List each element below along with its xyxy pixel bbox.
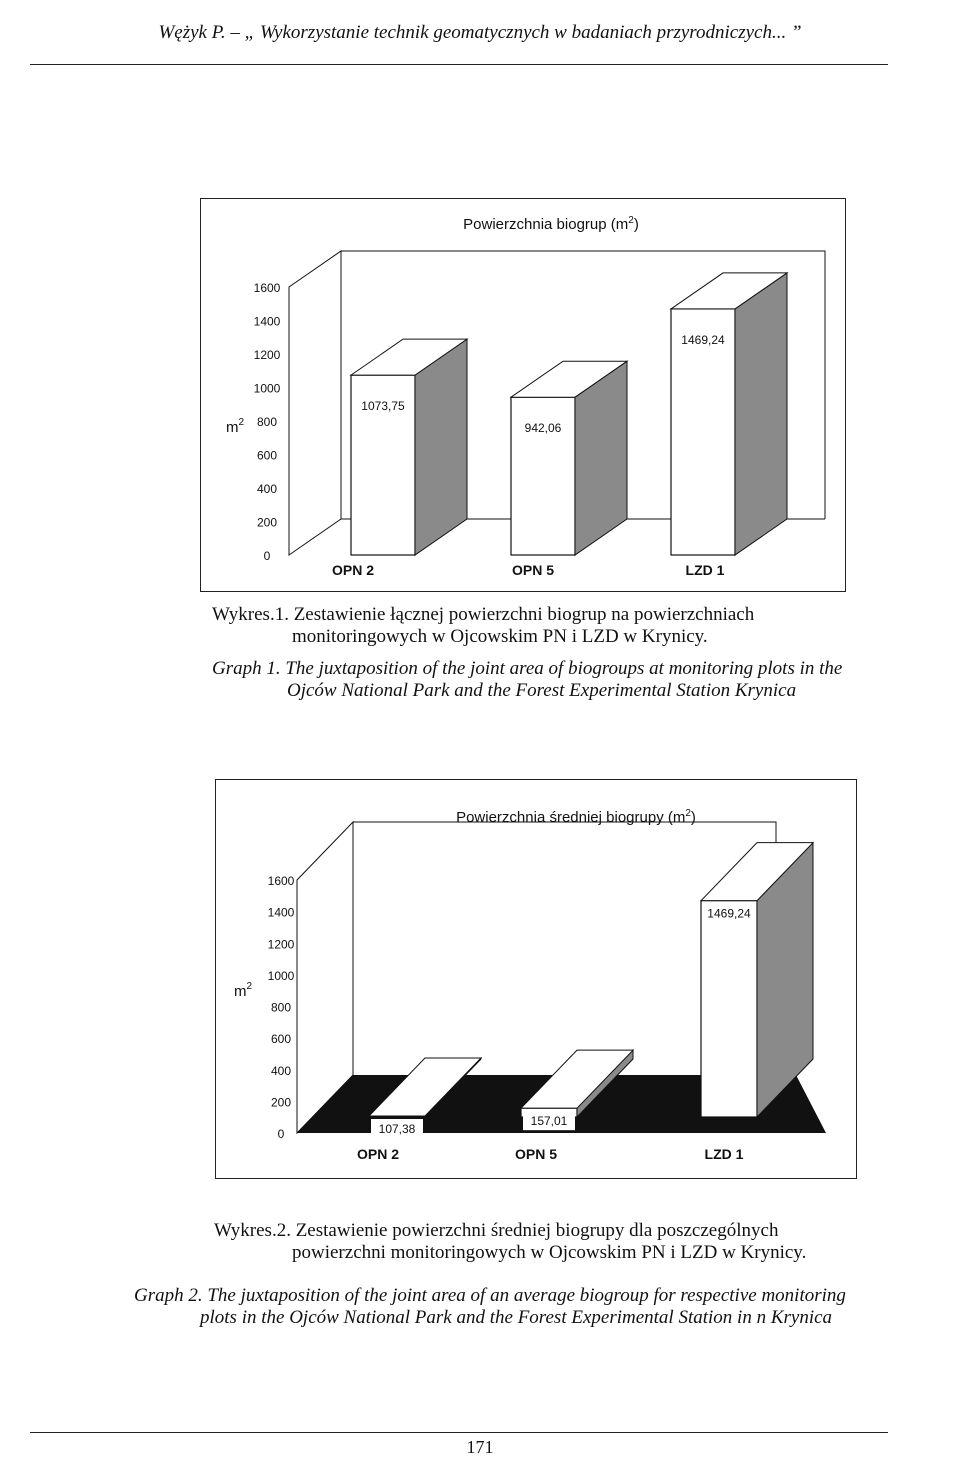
y-tick-label: 1000	[267, 968, 295, 983]
y-tick-label: 1400	[253, 314, 281, 329]
header-rule	[30, 64, 888, 65]
y-tick-label: 200	[256, 515, 278, 530]
bar-side	[735, 273, 787, 555]
y-tick-label: 200	[270, 1095, 292, 1110]
chart-2	[216, 780, 856, 1178]
category-label: LZD 1	[685, 562, 725, 578]
data-label: 107,38	[378, 1122, 416, 1137]
category-label: LZD 1	[704, 1146, 744, 1162]
category-label: OPN 2	[356, 1146, 400, 1162]
caption-1-en	[212, 658, 932, 702]
caption-1-pl-line2: monitoringowych w Ojcowskim PN i LZD w Krynicy.	[292, 626, 708, 647]
caption-2-en-line1: Graph 2. The juxtaposition of the joint area of an average biogroup for respective monitoring	[134, 1285, 846, 1306]
y-tick-label: 400	[270, 1063, 292, 1078]
y-axis-label: $m^2$	[233, 981, 253, 1000]
caption-1-pl-line1: Wykres.1. Zestawienie łącznej powierzchni biogrup na powierzchniach	[212, 604, 755, 625]
caption-2-en-line2: plots in the Ojców National Park and the Forest Experimental Station in n Krynica	[200, 1307, 833, 1328]
caption-1-en-line1: Graph 1. The juxtaposition of the joint area of biogroups at monitoring plots in the	[212, 658, 843, 679]
y-tick-label: 1200	[253, 348, 281, 362]
data-label: 942,06	[524, 421, 562, 436]
data-label: 1073,75	[361, 399, 405, 414]
category-label: OPN 2	[331, 562, 375, 578]
chart-1-frame	[200, 198, 846, 592]
caption-1-pl	[212, 604, 912, 648]
y-tick-label: 1600	[253, 281, 281, 295]
bar-front	[701, 901, 757, 1117]
category-label: OPN 5	[511, 562, 555, 578]
y-tick-label: 1400	[267, 905, 295, 920]
running-header: Wężyk P. – „ Wykorzystanie technik geomatycznych w badaniach przyrodniczych... ”	[158, 22, 802, 43]
chart-2-frame	[215, 779, 857, 1179]
y-tick-label: 400	[256, 482, 278, 496]
y-tick-label: 0	[277, 1127, 285, 1141]
bar-side	[415, 339, 467, 555]
y-tick-label: 1000	[253, 381, 281, 396]
y-tick-label: 1600	[267, 874, 295, 888]
y-axis-label: $m^2$	[225, 417, 245, 436]
y-tick-label: 800	[256, 415, 278, 429]
page-number: 171	[466, 1437, 494, 1457]
left-wall	[289, 251, 341, 555]
data-label: 157,01	[530, 1114, 568, 1129]
y-tick-label: 600	[256, 448, 278, 463]
category-label: OPN 5	[514, 1146, 558, 1162]
caption-2-pl	[214, 1220, 934, 1264]
y-tick-label: 600	[270, 1032, 292, 1047]
caption-1-en-line2: Ojców National Park and the Forest Experimental Station Krynica	[287, 680, 797, 701]
chart-title: Powierzchnia średniej biogrupy $(m^2)$	[456, 808, 696, 826]
chart-1	[201, 199, 845, 591]
footer-rule	[30, 1432, 888, 1433]
caption-2-pl-line2: powierzchni monitoringowych w Ojcowskim PN i LZD w Krynicy.	[292, 1242, 807, 1263]
data-label: 1469,24	[707, 906, 751, 921]
caption-2-en	[134, 1285, 934, 1329]
y-tick-label: 800	[270, 1000, 292, 1015]
y-tick-label: 1200	[267, 937, 295, 952]
chart-title: Powierzchnia biogrup $(m^2)$	[463, 215, 639, 233]
data-label: 1469,24	[681, 332, 725, 347]
y-tick-label: 0	[263, 549, 271, 563]
caption-2-pl-line1: Wykres.2. Zestawienie powierzchni średniej biogrupy dla poszczególnych	[214, 1220, 779, 1241]
